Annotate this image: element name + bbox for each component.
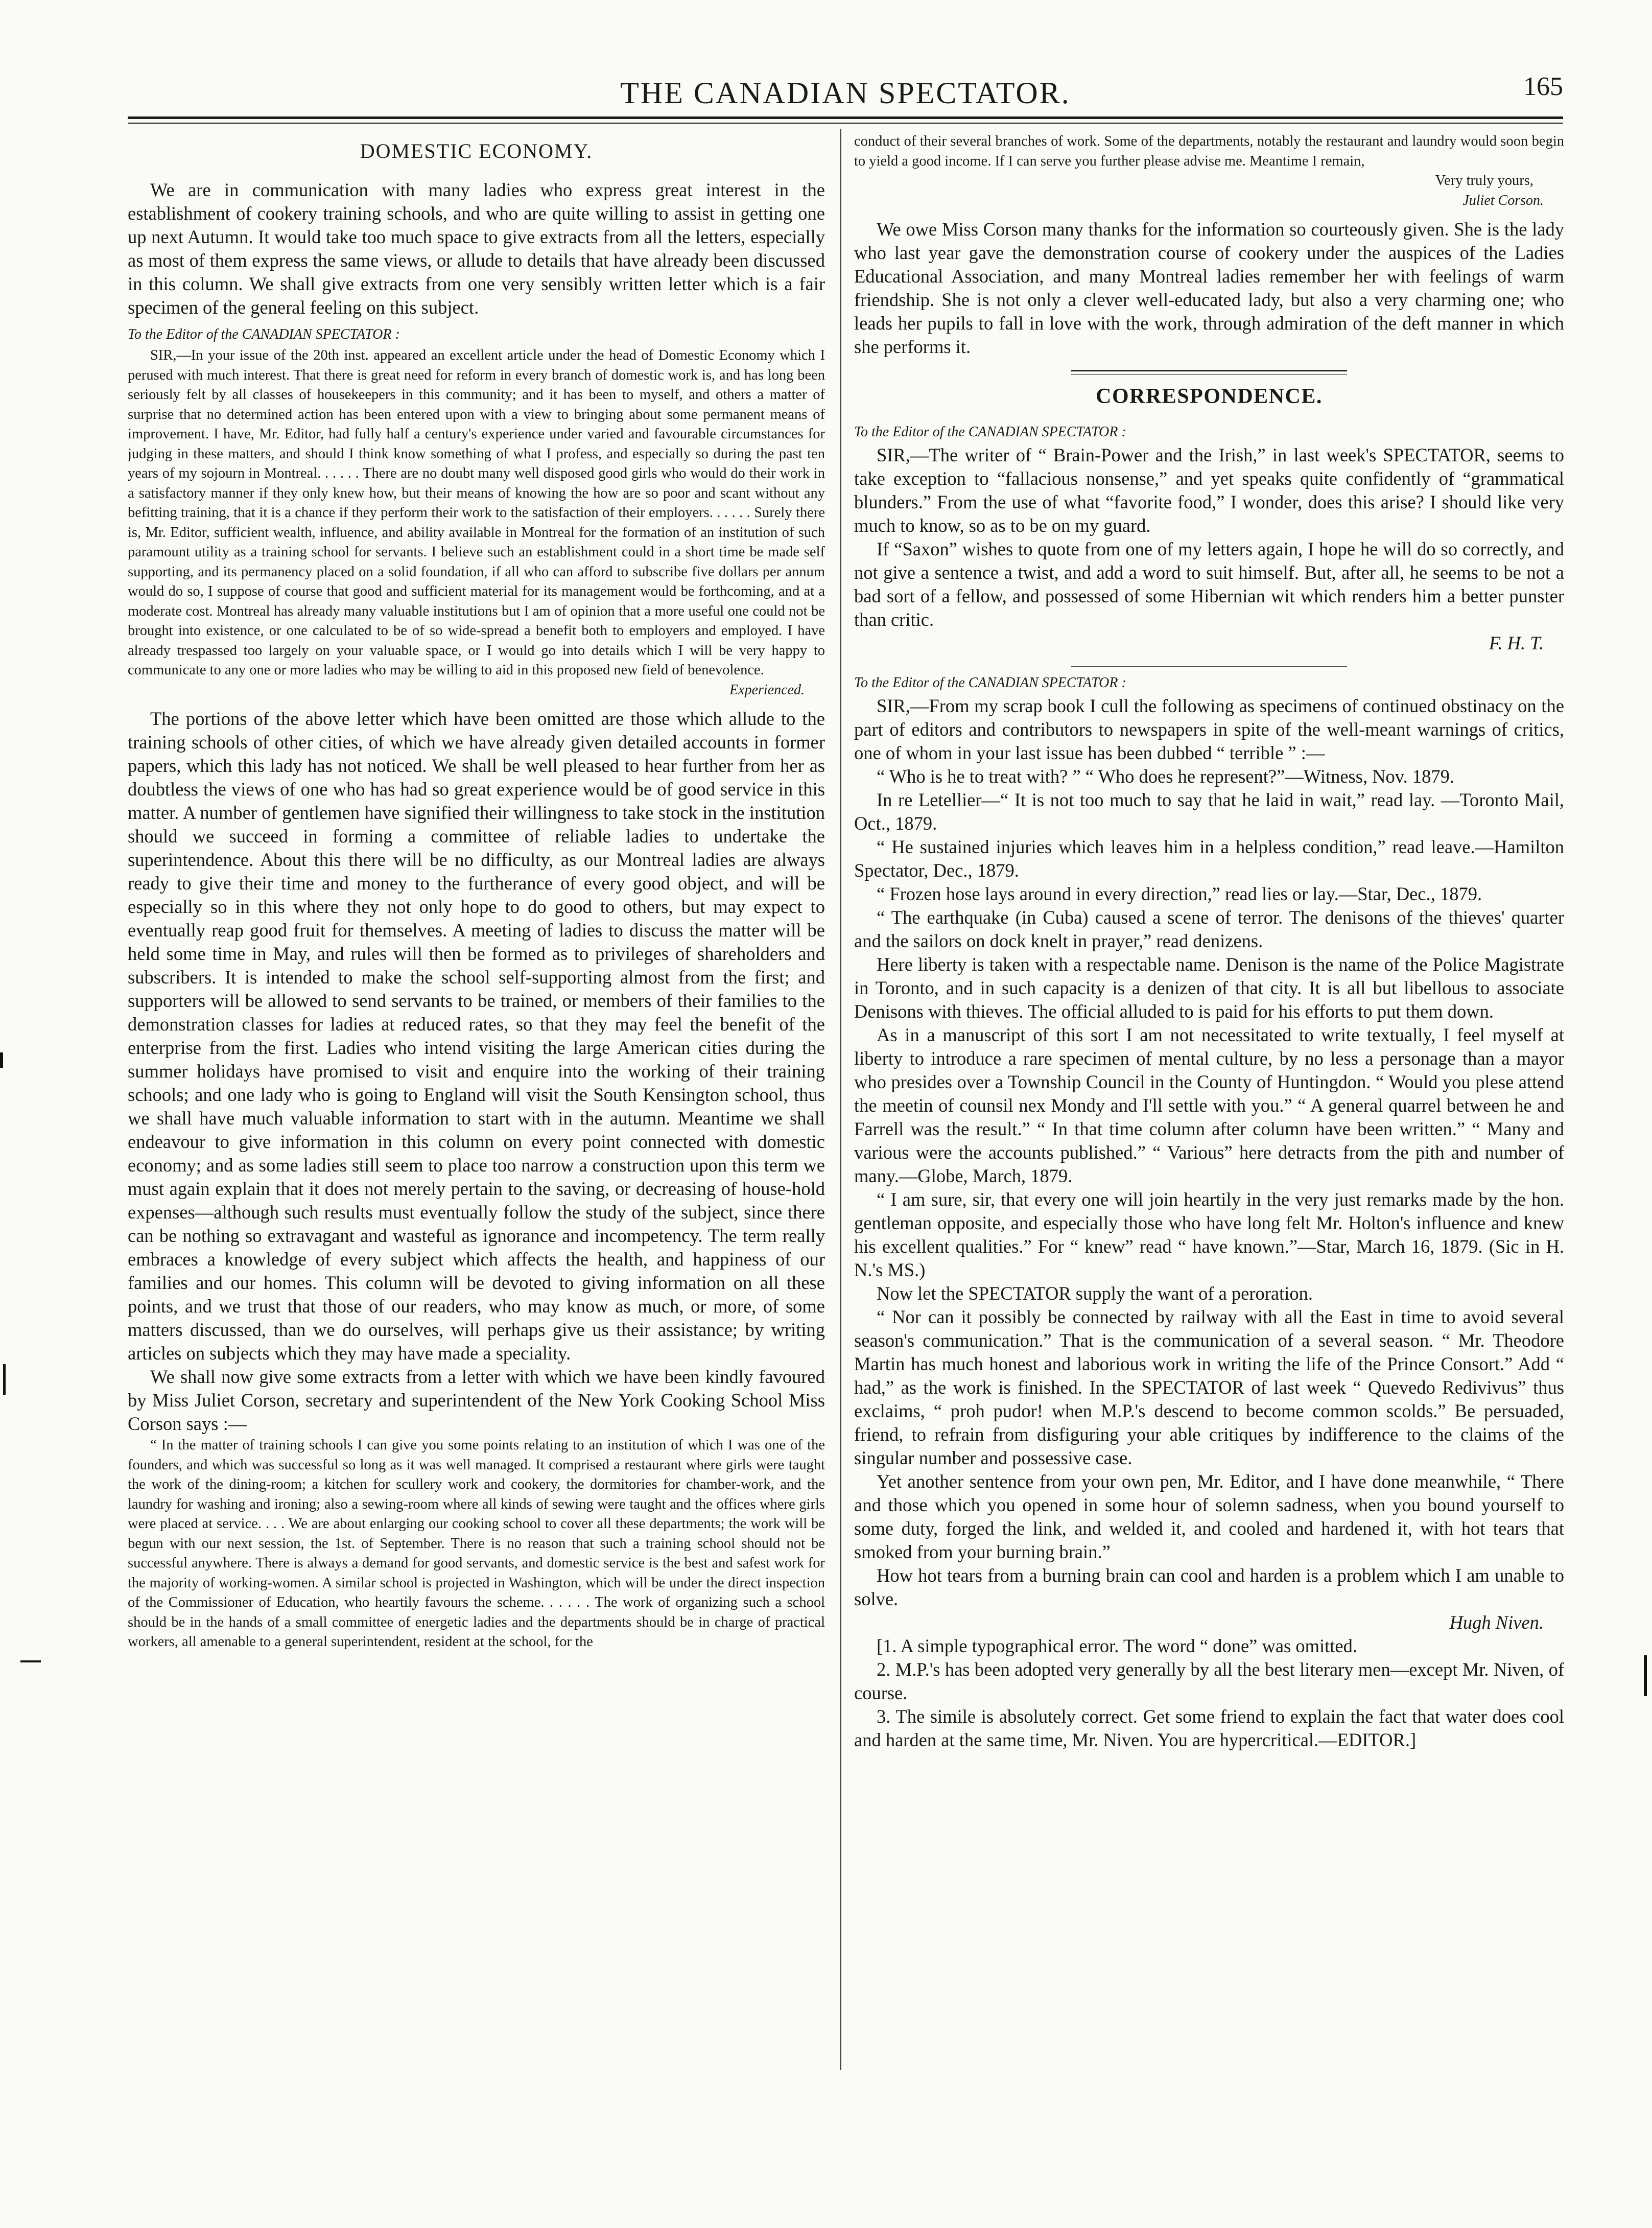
letter2-paragraph: Here liberty is taken with a respectable name. Denison is the name of the Police Magistrate in Toronto, and in such capacity is a denizen of that city. It is all but libellous to associate Denisons with thieves. The official alluded to is paid for his efforts to put them down.	[854, 954, 1564, 1022]
editor-note: 2. M.P.'s has been adopted very generally by all the best literary men—except Mr. Niven, of course.	[854, 1659, 1564, 1703]
letter2-paragraph: “ Who is he to treat with? ” “ Who does he represent?”—Witness, Nov. 1879.	[877, 766, 1455, 787]
letter-signature: Experienced.	[729, 682, 805, 698]
editor-note: [1. A simple typographical error. The word “ done” was omitted.	[877, 1635, 1357, 1656]
corson-closing: Very truly yours,	[1435, 173, 1533, 189]
letter1-paragraph-2: If “Saxon” wishes to quote from one of my letters again, I hope he will do so correctly, and not give a sentence a twist, and add a word to suit himself. But, after all, he seems to be not a bad sort of a fellow, and possessed of some Hibernian wit which renders him a better punster than critic.	[854, 538, 1564, 630]
body-paragraph: The portions of the above letter which have been omitted are those which allude to the training schools of other cities, of which we have already given detailed accounts in former papers, which this lady has not noticed. We shall be well pleased to hear further from her as doubtless the views of one who has had so great experience would be of good service in this matter. A number of gentlemen have signified their willingness to take stock in the institution should we succeed in forming a committee of reliable ladies to undertake the superintendence. About this there will be no difficulty, as our Montreal ladies are always ready to give their time and money to the furtherance of every good object, and will be especially so in this where they not only hope to do good to others, but may expect to eventually reap good fruit for themselves. A meeting of ladies to discuss the matter will be held some time in May, and rules will then be formed as to privileges of shareholders and subscribers. It is intended to make the school self-supporting almost from the first; and supporters will be allowed to send servants to be trained, or members of their families to the demonstration classes for ladies at reduced rates, so that they may feel the benefit of the enterprise from the first. Ladies who intend visiting the large American cities during the summer holidays have promised to visit and enquire into the working of their training schools; and one lady who is going to England will visit the South Kensington school, thus we shall have much valuable information to start with in the autumn. Meantime we shall endeavour to give information in this column on every point connected with domestic economy; and as some ladies still seem to place too narrow a construction upon this term we must again explain that it does not merely pertain to the saving, or decreasing of house-hold expenses—although such results must eventually follow the study of the subject, since there can be nothing so extravagant and wasteful as ignorance and incompetency. The term really embraces a knowledge of every subject which affects the health, and happiness of our families and our homes. This column will be devoted to giving information on all these points, and we trust that those of our readers, who may know as much, or more, of some matters discussed, than we do ourselves, will perhaps give us their assistance; by writing articles on subjects which they may have made a speciality.	[128, 708, 825, 1364]
newspaper-title: THE CANADIAN SPECTATOR.	[620, 76, 1071, 110]
letter1-paragraph-1: SIR,—The writer of “ Brain-Power and the Irish,” in last week's SPECTATOR, seems to take exception to “fallacious nonsense,” and yet speaks quite confidently of “grammatical blunders.” From the use of what “favorite food,” I wonder, does this arise? I should like very much to know, so as to be on my guard.	[854, 444, 1564, 536]
corson-letter: “ In the matter of training schools I can give you some points relating to an institution of which I was one of the founders, and which was successful so long as it was well managed. It comprised a restaurant where girls were taught the work of the dining-room; a kitchen for scullery work and cookery, the dormitories for chamber-work, and the laundry for washing and ironing; also a sewing-room where all kinds of sewing were taught and the offices where girls were placed at service. . . . We are about enlarging our cooking school to cover all these departments; the work will be begun with our next session, the 1st. of September. There is no reason that such a training school should not be successful anywhere. There is always a demand for good servants, and domestic service is the best and safest work for the majority of working-women. A similar school is projected in Washington, which will be under the direct inspection of the Commissioner of Education, who heartily favours the scheme. . . . . . The work of organizing such a school should be in the hands of a small committee of energetic ladies and the departments should be in charge of practical workers, all amenable to a general superintendent, resident at the school, for the	[128, 1437, 825, 1650]
section-heading-correspondence: CORRESPONDENCE.	[1096, 385, 1323, 408]
letter2-paragraph: How hot tears from a burning brain can cool and harden is a problem which I am unable to solve.	[854, 1565, 1564, 1609]
scan-margin-mark	[0, 1052, 3, 1068]
letter2-paragraph: “ Nor can it possibly be connected by railway with all the East in time to avoid several season's communication.” That is the communication of a several season. “ Mr. Theodore Martin has much honest and laborious work in writing the life of the Prince Consort.” Add “ had,” as the work is finished. In the SPECTATOR of last week “ Quevedo Redivivus” thus exclaims, “ proh pudor! when M.P.'s descend to become common scolds.” Be persuaded, friend, to refrain from disfiguring your able critiques by indifference to the claims of the singular number and possessive case.	[854, 1306, 1564, 1468]
scan-margin-mark	[3, 1364, 6, 1395]
letter2-paragraph: As in a manuscript of this sort I am not necessitated to write textually, I feel myself at liberty to introduce a rare specimen of mental culture, by no less a personage than a mayor who presides over a Township Council in the County of Huntingdon. “ Would you plese attend the meetin of counsil nex Mondy and I'll settle with you.” “ A general quarrel between he and Farrell was the result.” “ In that time column after column have been written.” “ Many and various were the accounts published.” “ Various” here detracts from the pith and number of many.—Globe, March, 1879.	[854, 1024, 1564, 1186]
corson-closing-line	[854, 171, 1564, 191]
letter-body: SIR,—In your issue of the 20th inst. appeared an excellent article under the head of Domestic Economy which I perused with much interest. That there is great need for reform in every branch of domestic work is, and has long been seriously felt by all classes of housekeepers in this community; and it has been to myself, and others a matter of surprise that no determined action has been entered upon with a view to bringing about some permanent means of improvement. I have, Mr. Editor, had fully half a century's experience under varied and favourable circumstances for judging in these matters, and should I think know something of what I profess, and especially so during the past ten years of my sojourn in Montreal. . . . . . There are no doubt many well disposed good girls who would do their work in a satisfactory manner if they only knew how, but their means of knowing the how are so poor and scant without any befitting training, that it is a chance if they perform their work to the satisfaction of their employers. . . . . . Surely there is, Mr. Editor, sufficient wealth, influence, and ability available in Montreal for the formation of an institution of such paramount utility as a training school for servants. I believe such an establishment could in a short time be made self supporting, and its permanency placed on a solid foundation, if all who can afford to subscribe five dollars per annum would do so, I suppose of course that good and sufficient material for its management would be forthcoming, and at a moderate cost. Montreal has already many valuable institutions but I am of opinion that a more useful one could not be brought into existence, or one calculated to be of so wide-spread a benefit both to employers and employed. I have already trespassed too largely on your valuable space, or I would go into details which I will be very happy to communicate to any one or more ladies who may be willing to aid in this proposed new field of benevolence.	[128, 347, 825, 678]
page-number: 165	[1523, 72, 1563, 101]
letter-label: To the Editor of the CANADIAN SPECTATOR :	[128, 326, 400, 342]
letter1-label: To the Editor of the CANADIAN SPECTATOR :	[854, 424, 1126, 440]
corson-comment: We owe Miss Corson many thanks for the information so courteously given. She is the lady who last year gave the demonstration course of cookery under the auspices of the Ladies Educational Association, and many Montreal ladies remember her with feelings of warm friendship. She is not only a clever well-educated lady, but also a very charming one; who leads her pupils to fall in love with the work, through admiration of the deft manner in which she performs it.	[854, 219, 1564, 357]
letter2-label: To the Editor of the CANADIAN SPECTATOR :	[854, 675, 1126, 691]
left-column	[128, 132, 825, 2068]
letter2-signature: Hugh Niven.	[1449, 1612, 1544, 1633]
letter2-paragraph: “ I am sure, sir, that every one will join heartily in the very just remarks made by the hon. gentleman opposite, and especially those who have long felt Mr. Holton's influence and knew his excellent qualities.” For “ knew” read “ have known.”—Star, March 16, 1879. (Sic in H. N.'s MS.)	[854, 1189, 1564, 1280]
letter1-signature: F. H. T.	[1489, 632, 1544, 653]
letter2-paragraph: “ The earthquake (in Cuba) caused a scene of terror. The denisons of the thieves' quarter and the sailors on dock knelt in prayer,” read denizens.	[854, 907, 1564, 951]
section-rule	[1071, 370, 1347, 375]
scan-margin-mark	[1644, 1655, 1647, 1696]
masthead	[128, 72, 1563, 118]
corson-signature: Juliet Corson.	[1462, 192, 1544, 208]
editor-note: 3. The simile is absolutely correct. Get some friend to explain the fact that water does cool and harden at the same time, Mr. Niven. You are hypercritical.—EDITOR.]	[854, 1706, 1564, 1750]
intro-paragraph: We are in communication with many ladies who express great interest in the establishment of cookery training schools, and who are quite willing to assist in getting one up next Autumn. It would take too much space to give extracts from all the letters, especially as most of them express the same views, or allude to details that have already been discussed in this column. We shall give extracts from one very sensibly written letter which is a fair specimen of the general feeling on this subject.	[128, 179, 825, 318]
section-heading-domestic-economy: DOMESTIC ECONOMY.	[360, 139, 593, 162]
right-column	[854, 132, 1564, 2068]
masthead-rule-thin	[128, 123, 1563, 124]
corson-intro: We shall now give some extracts from a letter with which we have been kindly favoured by Miss Juliet Corson, secretary and superintendent of the New York Cooking School Miss Corson says :—	[128, 1366, 825, 1434]
letter2-paragraph: “ He sustained injuries which leaves him in a helpless condition,” read leave.—Hamilton Spectator, Dec., 1879.	[854, 836, 1564, 881]
scan-margin-mark	[20, 1660, 41, 1662]
letter-divider	[1071, 666, 1347, 667]
letter2-paragraph: “ Frozen hose lays around in every direction,” read lies or lay.—Star, Dec., 1879.	[877, 883, 1482, 904]
letter2-paragraph: Now let the SPECTATOR supply the want of a peroration.	[877, 1283, 1313, 1304]
letter2-paragraph: Yet another sentence from your own pen, Mr. Editor, and I have done meanwhile, “ There and those which you opened in some hour of solemn sadness, when you bound yourself to some duty, forged the link, and welded it, and cooled and hardened it, with hot tears that smoked from your burning brain.”	[854, 1471, 1564, 1562]
corson-letter-continued: conduct of their several branches of work. Some of the departments, notably the restaurant and laundry would soon begin to yield a good income. If I can serve you further please advise me. Meantime I remain,	[854, 133, 1564, 169]
column-divider	[840, 129, 841, 2070]
letter2-paragraph: In re Letellier—“ It is not too much to say that he laid in wait,” read lay. —Toronto Mail, Oct., 1879.	[854, 789, 1564, 834]
letter2-paragraph: SIR,—From my scrap book I cull the following as specimens of continued obstinacy on the part of editors and contributors to newspapers in spite of the well-meant warnings of critics, one of whom in your last issue has been dubbed “ terrible ” :—	[854, 695, 1564, 763]
masthead-rule	[128, 116, 1563, 119]
